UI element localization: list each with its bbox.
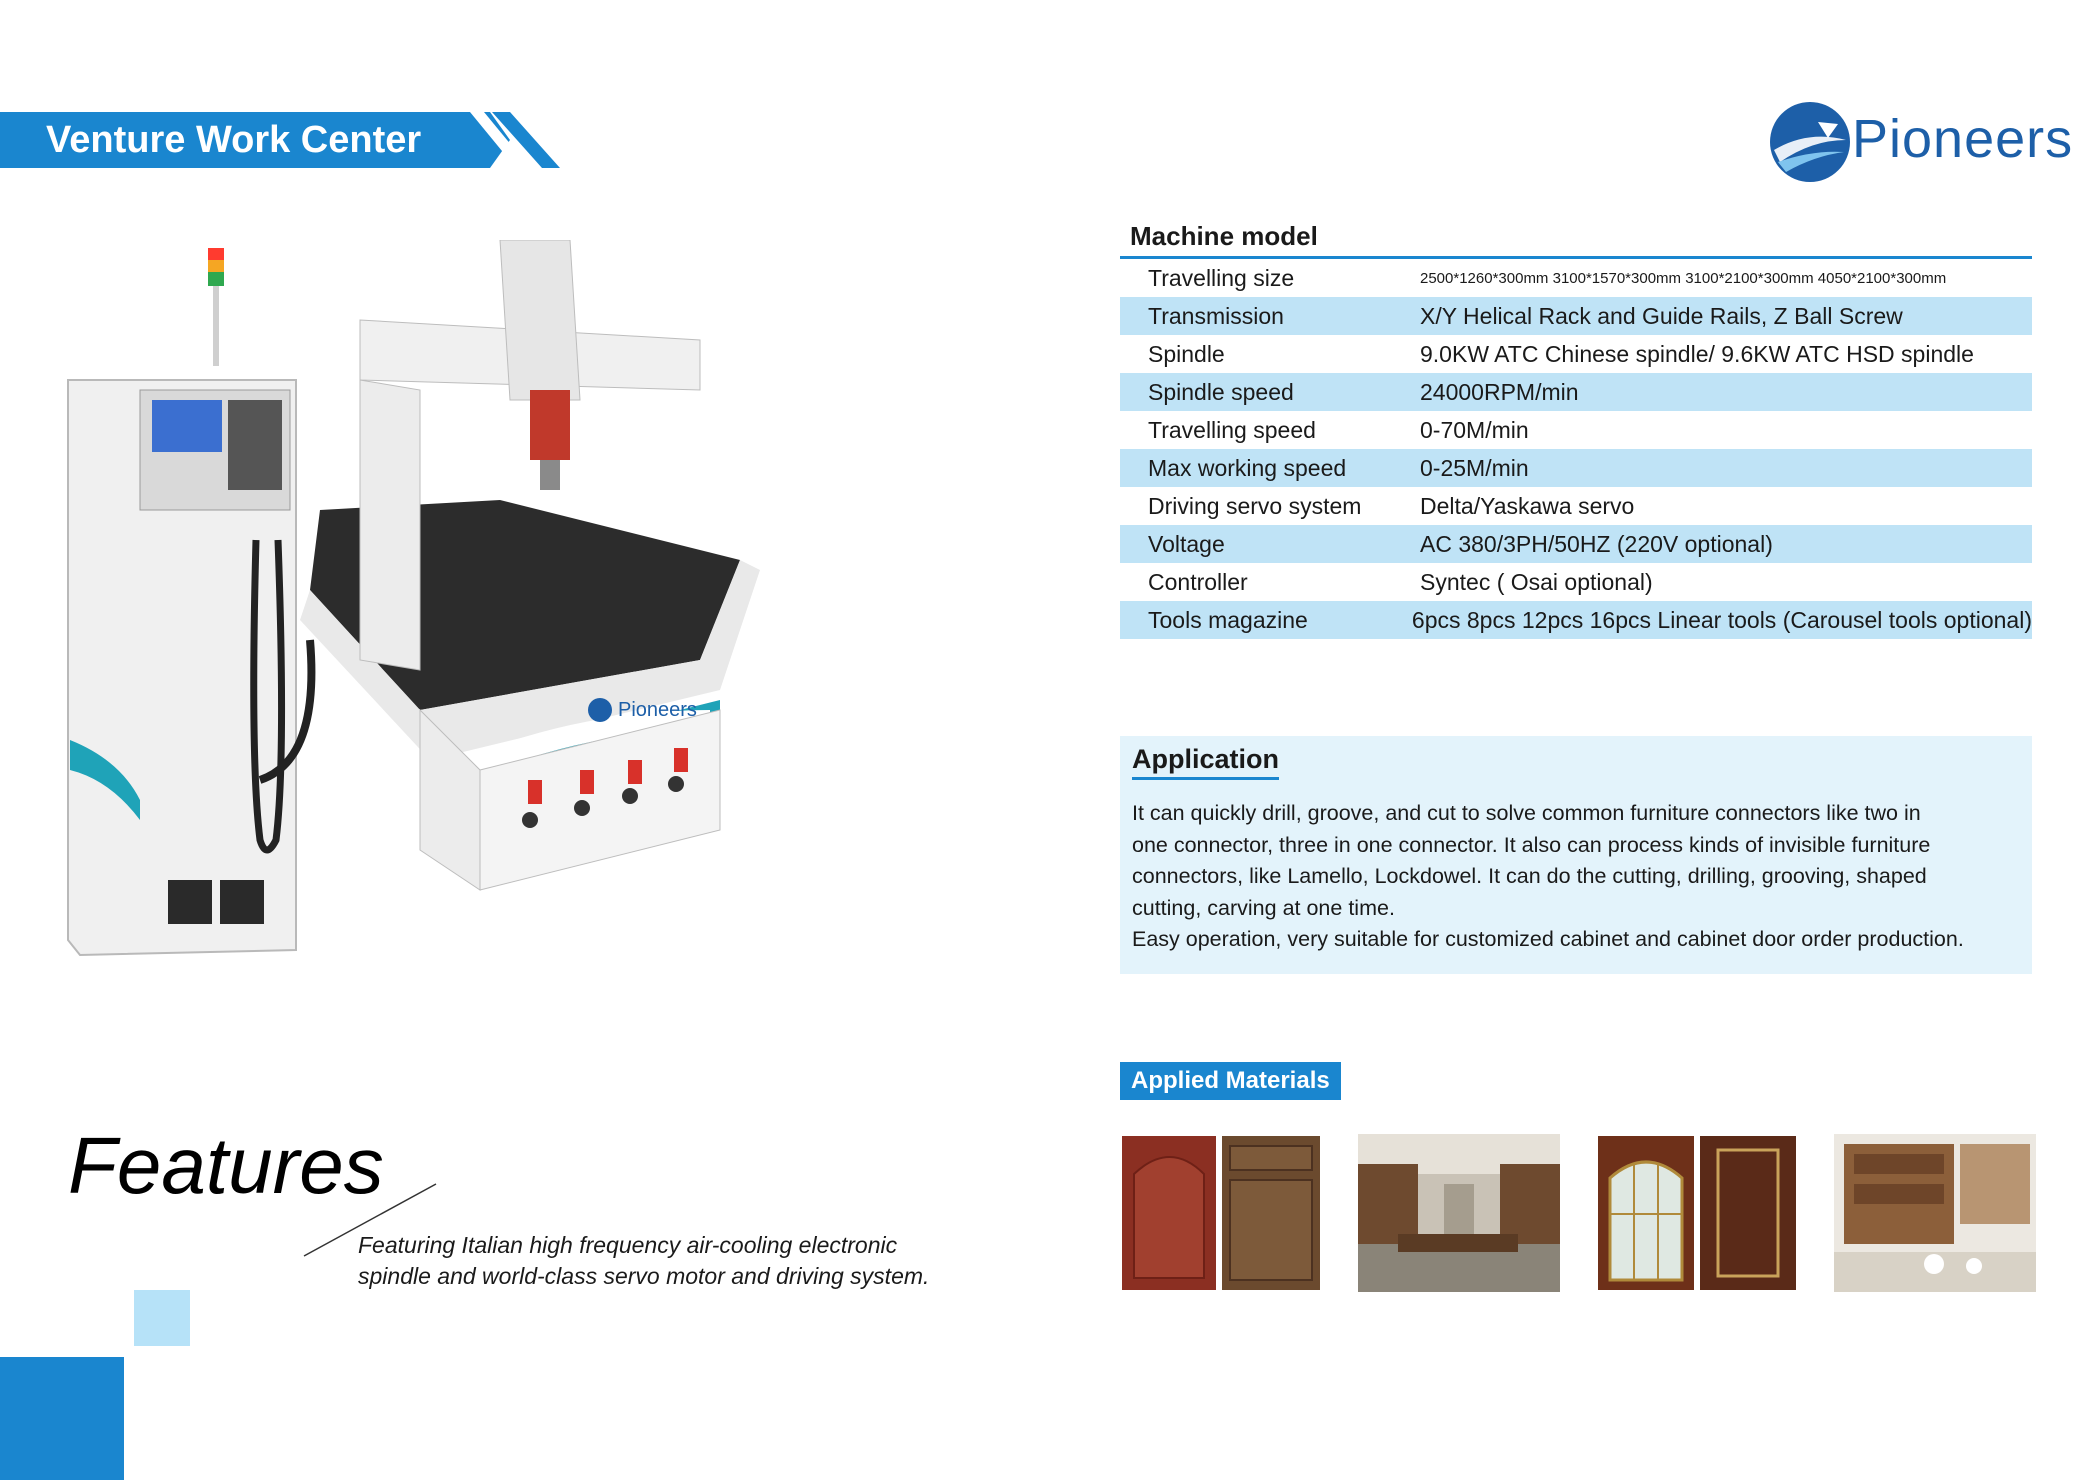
kitchen-cabinet-photo — [1834, 1134, 2036, 1292]
application-text — [1132, 798, 2022, 956]
cnc-router-machine-image — [60, 240, 1020, 1010]
spec-value: 0-70M/min — [1420, 416, 1529, 443]
application-line: Easy operation, very suitable for customized cabinet and cabinet door order production. — [1132, 927, 1964, 951]
spec-label: Voltage — [1148, 530, 1225, 557]
glass-and-wood-doors-photo — [1596, 1134, 1798, 1292]
spec-label: Spindle — [1148, 340, 1225, 367]
features-description — [358, 1230, 1018, 1292]
application-title: Application — [1132, 744, 1279, 780]
spec-label: Tools magazine — [1148, 606, 1308, 633]
spec-value: 6pcs 8pcs 12pcs 16pcs Linear tools (Carousel tools optional) — [1411, 606, 2032, 633]
decorative-square-dark — [0, 1357, 124, 1480]
spec-label: Travelling size — [1148, 264, 1295, 291]
spec-row — [1120, 335, 2032, 373]
spec-value: 24000RPM/min — [1420, 378, 1579, 405]
pioneers-logo-icon — [1768, 100, 1852, 184]
applied-materials-title: Applied Materials — [1120, 1062, 1341, 1100]
spec-value: X/Y Helical Rack and Guide Rails, Z Ball Screw — [1420, 302, 1903, 329]
page-title: Venture Work Center — [46, 119, 422, 161]
spec-label: Driving servo system — [1148, 492, 1362, 519]
spec-label: Controller — [1148, 568, 1248, 595]
spec-label: Max working speed — [1148, 454, 1347, 481]
spec-value: Syntec ( Osai optional) — [1420, 568, 1653, 595]
spec-value: Delta/Yaskawa servo — [1420, 492, 1635, 519]
decorative-square-light — [134, 1290, 190, 1346]
spec-row — [1120, 487, 2032, 525]
application-line: It can quickly drill, groove, and cut to solve common furniture connectors like two in — [1132, 801, 1921, 825]
application-line: one connector, three in one connector. It also can process kinds of invisible furniture — [1132, 832, 1931, 857]
spec-row — [1120, 601, 2032, 639]
spec-value: 9.0KW ATC Chinese spindle/ 9.6KW ATC HSD spindle — [1420, 340, 1974, 367]
spec-value: 2500*1260*300mm 3100*1570*300mm 3100*2100*300mm 4050*2100*300mm — [1420, 269, 1947, 287]
cabinet-door-panels-photo — [1120, 1134, 1322, 1292]
logo-wordmark: Pioneers — [1852, 109, 2074, 169]
features-line: Featuring Italian high frequency air-cooling electronic — [358, 1232, 898, 1258]
spec-row — [1120, 297, 2032, 335]
machine-model-table — [1120, 216, 2032, 639]
machine-model-title: Machine model — [1120, 216, 2032, 259]
spec-label: Travelling speed — [1148, 416, 1316, 443]
spec-row — [1120, 525, 2032, 563]
application-section — [1120, 736, 2032, 974]
spec-row — [1120, 259, 2032, 297]
application-line: connectors, like Lamello, Lockdowel. It can do the cutting, drilling, grooving, shaped — [1132, 864, 1927, 888]
machine-brand-label: Pioneers — [618, 699, 697, 721]
spec-value: AC 380/3PH/50HZ (220V optional) — [1420, 530, 1773, 557]
spec-row — [1120, 449, 2032, 487]
living-room-furniture-photo — [1358, 1134, 1560, 1292]
spec-row — [1120, 373, 2032, 411]
spec-label: Transmission — [1148, 302, 1284, 329]
spec-value: 0-25M/min — [1420, 454, 1529, 481]
spec-label: Spindle speed — [1148, 378, 1294, 405]
spec-row — [1120, 411, 2032, 449]
features-line: spindle and world-class servo motor and driving system. — [358, 1263, 930, 1289]
application-line: cutting, carving at one time. — [1132, 895, 1395, 920]
features-heading: Features — [68, 1121, 384, 1210]
spec-row — [1120, 563, 2032, 601]
